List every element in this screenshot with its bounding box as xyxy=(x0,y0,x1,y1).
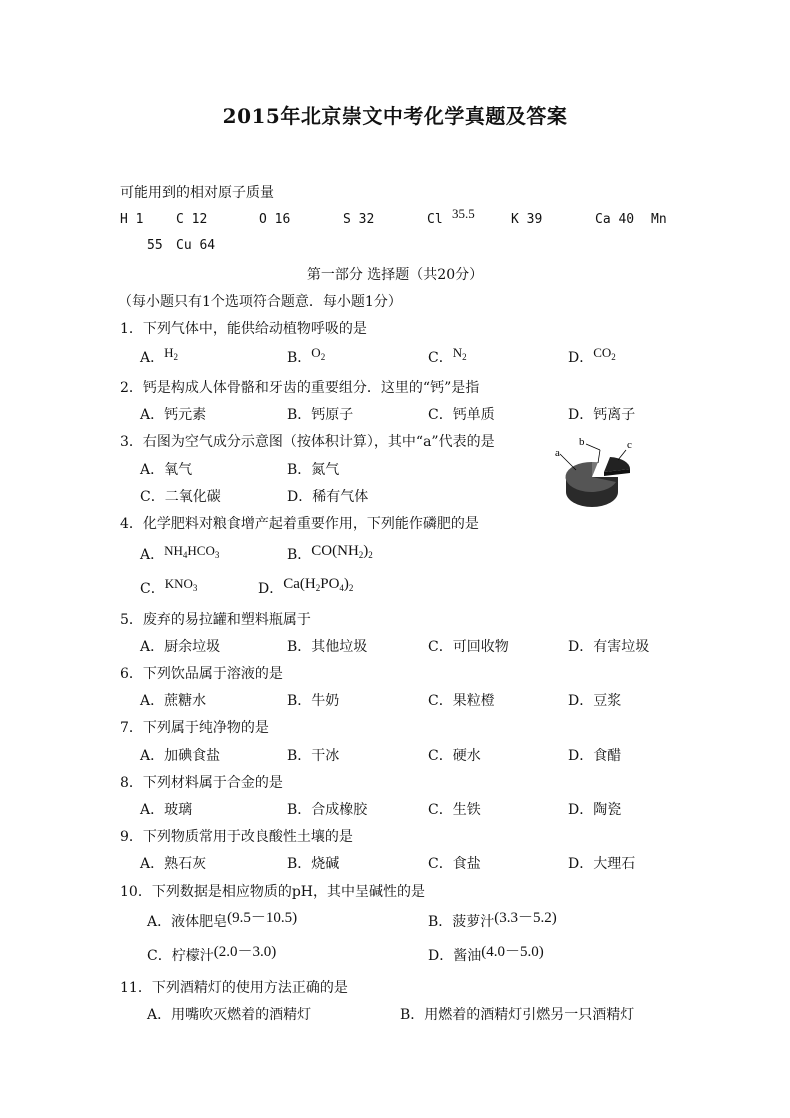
q7-option-c: C．硬水 xyxy=(428,748,481,764)
q8-stem: 8．下列材料属于合金的是 xyxy=(120,775,283,791)
pie-label-a: a xyxy=(555,447,560,459)
mass-c: C 12 xyxy=(176,212,208,227)
q4-option-d: D．$Ca(H_2PO_4)_2$ xyxy=(258,576,354,597)
air-composition-pie-figure xyxy=(550,432,640,518)
q4-stem: 4．化学肥料对粮食增产起着重要作用，下列能作磷肥的是 xyxy=(120,516,479,532)
mass-cl: Cl xyxy=(427,212,443,227)
q5-option-d: D．有害垃圾 xyxy=(568,639,650,655)
q2-option-a: A．钙元素 xyxy=(140,407,207,423)
q6-option-d: D．豆浆 xyxy=(568,693,622,709)
q9-option-c: C．食盐 xyxy=(428,856,481,872)
section-note: （每小题只有1个选项符合题意．每小题1分） xyxy=(118,294,402,310)
q6-option-a: A．蔗糖水 xyxy=(140,693,207,709)
q8-option-c: C．生铁 xyxy=(428,802,481,818)
q7-option-b: B．干冰 xyxy=(287,748,340,764)
q1-option-a: A．$H_2$ xyxy=(140,345,179,366)
q8-option-d: D．陶瓷 xyxy=(568,802,622,818)
q9-option-a: A．熟石灰 xyxy=(140,856,207,872)
q10-option-b: B．菠萝汁(3.3－5.2) xyxy=(428,910,557,930)
mass-mn: Mn xyxy=(651,212,667,227)
q9-option-b: B．烧碱 xyxy=(287,856,340,872)
q2-stem: 2．钙是构成人体骨骼和牙齿的重要组分．这里的“钙”是指 xyxy=(120,380,480,396)
q6-stem: 6．下列饮品属于溶液的是 xyxy=(120,666,283,682)
mass-k: K 39 xyxy=(511,212,543,227)
leader-a xyxy=(560,454,576,470)
pie-label-b: b xyxy=(579,436,585,448)
q9-option-d: D．大理石 xyxy=(568,856,636,872)
mass-mn-value: 55 xyxy=(147,238,163,253)
mass-ca: Ca 40 xyxy=(595,212,635,227)
q2-option-d: D．钙离子 xyxy=(568,407,636,423)
q5-option-a: A．厨余垃圾 xyxy=(140,639,221,655)
q10-option-d: D．酱油(4.0－5.0) xyxy=(428,944,544,964)
q11-option-a: A．用嘴吹灭燃着的酒精灯 xyxy=(147,1007,312,1023)
q4-option-c: C．$KNO_3$ xyxy=(140,576,198,597)
q3-option-b: B．氮气 xyxy=(287,462,340,478)
q3-stem: 3．右图为空气成分示意图（按体积计算），其中“a”代表的是 xyxy=(120,434,495,450)
leader-c xyxy=(618,450,626,460)
mass-o: O 16 xyxy=(259,212,291,227)
q3-option-d: D．稀有气体 xyxy=(287,489,369,505)
atomic-mass-heading: 可能用到的相对原子质量 xyxy=(120,185,274,201)
q3-option-a: A．氧气 xyxy=(140,462,193,478)
mass-h: H 1 xyxy=(120,212,144,227)
q10-stem: 10．下列数据是相应物质的pH，其中呈碱性的是 xyxy=(120,884,425,900)
q1-option-d: D．$CO_2$ xyxy=(568,345,616,366)
mass-cl-value: 35.5 xyxy=(452,206,475,221)
q1-option-b: B．$O_2$ xyxy=(287,345,326,366)
page-title: 2015年北京崇文中考化学真题及答案 xyxy=(222,104,568,128)
leader-b1 xyxy=(586,444,600,450)
q6-option-c: C．果粒橙 xyxy=(428,693,495,709)
q2-option-b: B．钙原子 xyxy=(287,407,354,423)
q8-option-a: A．玻璃 xyxy=(140,802,193,818)
q7-stem: 7．下列属于纯净物的是 xyxy=(120,720,269,736)
pie-slice-b xyxy=(592,462,598,477)
q10-option-c: C．柠檬汁(2.0－3.0) xyxy=(147,944,277,964)
q7-option-d: D．食醋 xyxy=(568,748,622,764)
q11-option-b: B．用燃着的酒精灯引燃另一只酒精灯 xyxy=(400,1007,635,1023)
q6-option-b: B．牛奶 xyxy=(287,693,340,709)
q5-stem: 5．废弃的易拉罐和塑料瓶属于 xyxy=(120,612,311,628)
q4-option-a: A．$NH_4HCO_3$ xyxy=(140,543,220,563)
q10-option-a: A．液体肥皂(9.5－10.5) xyxy=(147,910,298,930)
q7-option-a: A．加碘食盐 xyxy=(140,748,221,764)
q11-stem: 11．下列酒精灯的使用方法正确的是 xyxy=(120,980,348,996)
mass-cu: Cu 64 xyxy=(176,238,216,253)
q4-option-b: B．$CO(NH_2)_2$ xyxy=(287,543,373,563)
q5-option-c: C．可回收物 xyxy=(428,639,509,655)
q1-stem: 1．下列气体中，能供给动植物呼吸的是 xyxy=(120,321,367,337)
mass-s: S 32 xyxy=(343,212,375,227)
section-title: 第一部分 选择题（共20分） xyxy=(306,267,484,283)
leader-b2 xyxy=(598,450,600,463)
q8-option-b: B．合成橡胶 xyxy=(287,802,368,818)
q3-option-c: C．二氧化碳 xyxy=(140,489,221,505)
q2-option-c: C．钙单质 xyxy=(428,407,495,423)
q1-option-c: C．$N_2$ xyxy=(428,345,467,366)
q9-stem: 9．下列物质常用于改良酸性土壤的是 xyxy=(120,829,353,845)
pie-label-c: c xyxy=(627,439,632,451)
q5-option-b: B．其他垃圾 xyxy=(287,639,368,655)
